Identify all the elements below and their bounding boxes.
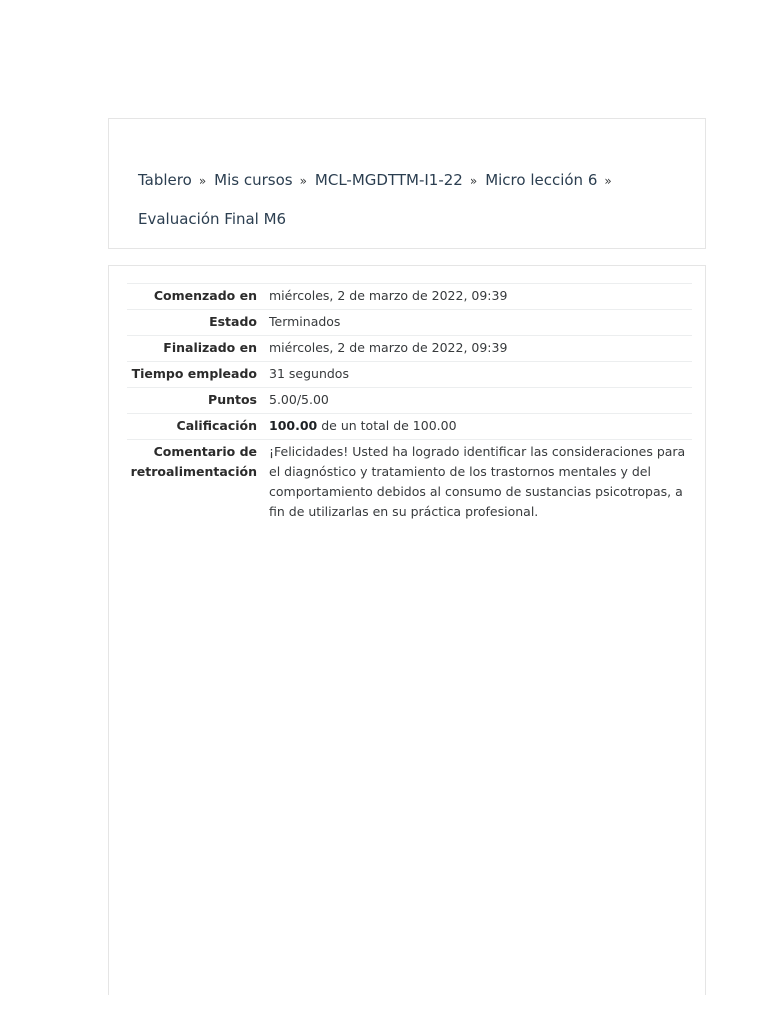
table-row: [127, 362, 692, 388]
breadcrumb-separator: »: [299, 174, 307, 188]
breadcrumb-item-tablero[interactable]: Tablero: [138, 171, 192, 189]
time-taken-label: Tiempo empleado: [131, 366, 257, 381]
finished-value: miércoles, 2 de marzo de 2022, 09:39: [269, 340, 508, 355]
marks-label: Puntos: [208, 392, 257, 407]
feedback-value: ¡Felicidades! Usted ha logrado identificar las consideraciones para el diagnóstico y tratamiento de los trastornos mentales y del comportamiento debidos al consumo de sustancias psicotropas, a fin de utilizarlas en su práctica profesional.: [269, 444, 686, 519]
breadcrumb-item-section[interactable]: Micro lección 6: [485, 171, 598, 189]
feedback-label-line2: retroalimentación: [130, 464, 257, 479]
grade-value: 100.00: [269, 418, 318, 433]
table-row: [127, 310, 692, 336]
finished-label: Finalizado en: [163, 340, 257, 355]
table-row: [127, 414, 692, 440]
table-row: [127, 336, 692, 362]
breadcrumb-item-mis-cursos[interactable]: Mis cursos: [214, 171, 293, 189]
marks-value: 5.00/5.00: [269, 392, 329, 407]
started-value: miércoles, 2 de marzo de 2022, 09:39: [269, 288, 508, 303]
state-label: Estado: [209, 314, 257, 329]
breadcrumb-separator: »: [604, 174, 612, 188]
feedback-label: [127, 440, 263, 526]
grade-label: Calificación: [176, 418, 257, 433]
table-row: [127, 388, 692, 414]
breadcrumb-item-course[interactable]: MCL-MGDTTM-I1-22: [314, 171, 463, 189]
grade-cell: [263, 414, 692, 440]
feedback-label-line1: Comentario de: [153, 444, 257, 459]
state-value: Terminados: [269, 314, 341, 329]
breadcrumb-card: [108, 118, 706, 249]
time-taken-value: 31 segundos: [269, 366, 349, 381]
breadcrumb: [138, 161, 698, 238]
table-row: [127, 440, 692, 526]
started-label: Comenzado en: [153, 288, 257, 303]
grade-total: de un total de 100.00: [317, 418, 457, 433]
breadcrumb-item-quiz[interactable]: Evaluación Final M6: [138, 210, 287, 228]
attempt-summary-table: [127, 283, 692, 525]
breadcrumb-separator: »: [198, 174, 207, 188]
attempt-summary-card: [108, 265, 706, 995]
table-row: [127, 284, 692, 310]
breadcrumb-separator: »: [469, 174, 478, 188]
